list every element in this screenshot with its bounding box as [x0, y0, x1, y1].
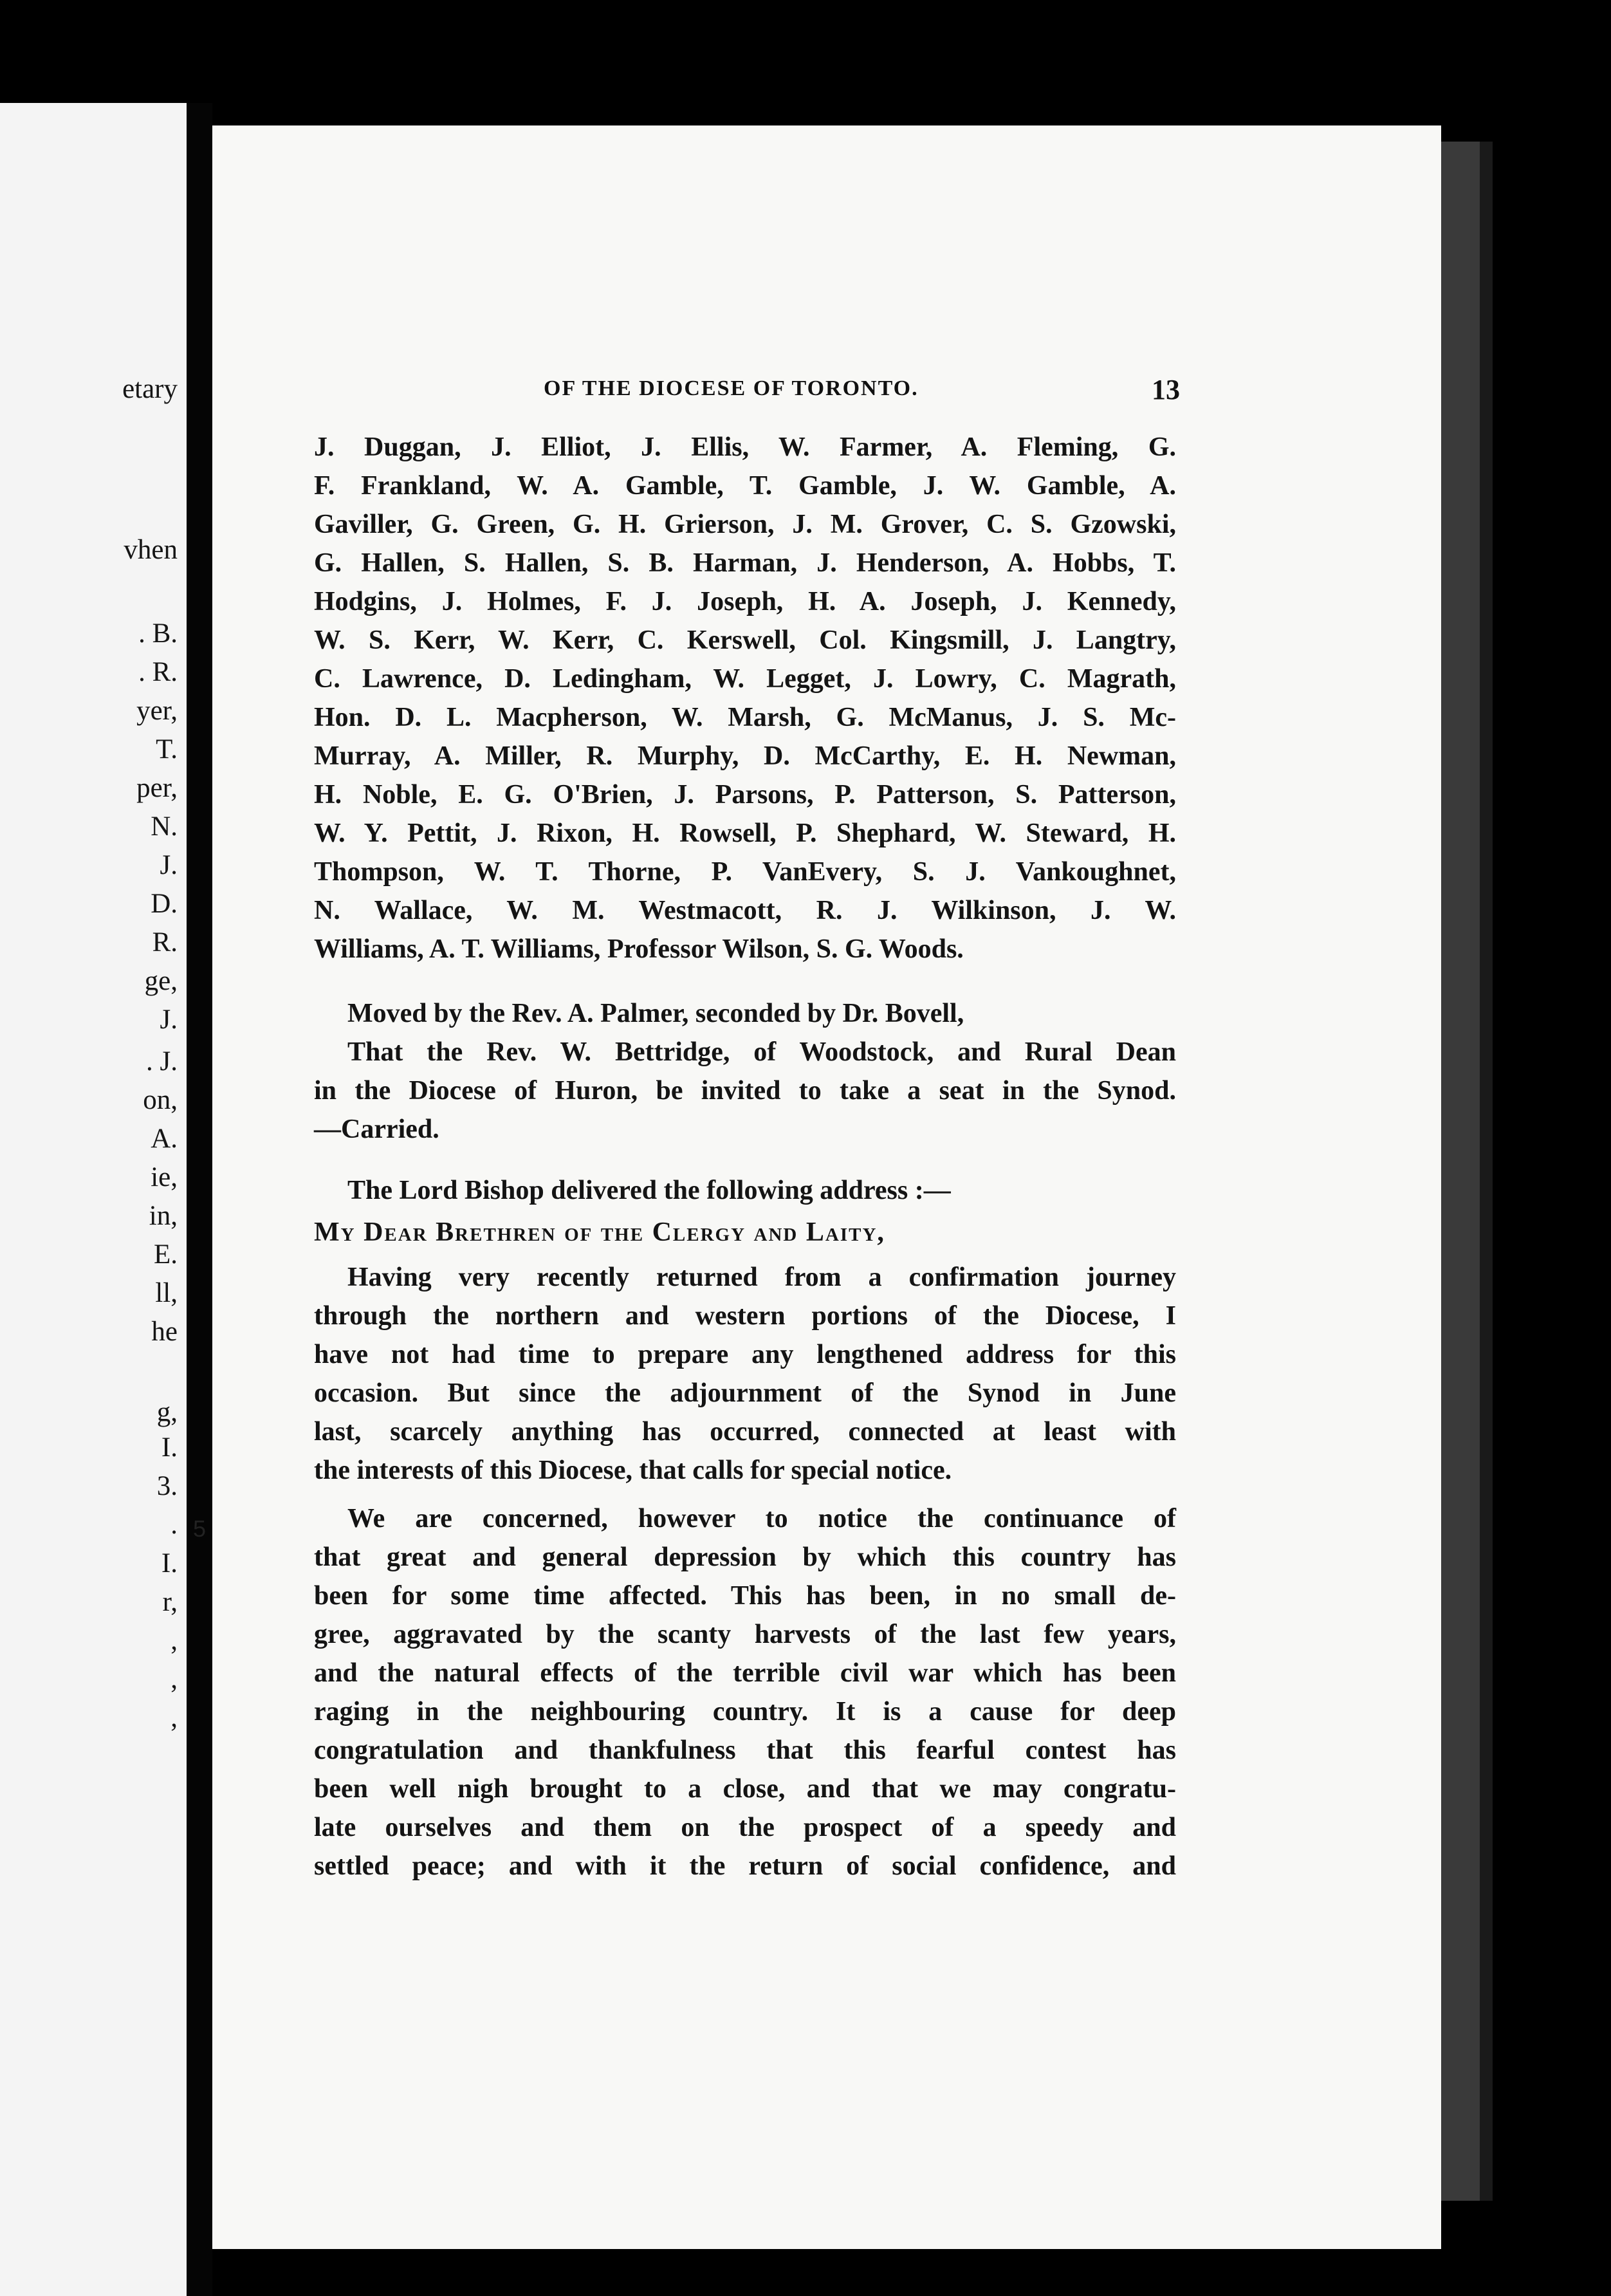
paragraph-line: raging in the neighbouring country. It is a cause for deep [314, 1697, 1176, 1727]
paragraph-2 [314, 1499, 1176, 1885]
names-line: Hon. D. L. Macpherson, W. Marsh, G. McManus, J. S. Mc- [314, 703, 1176, 732]
left-page-fragment-text: per, [136, 773, 178, 803]
paragraph-line: last, scarcely anything has occurred, connected at least with [314, 1417, 1176, 1447]
left-page-fragment-text: in, [149, 1201, 178, 1231]
resolution-line: That the Rev. W. Bettridge, of Woodstock, and Rural Dean [347, 1037, 1176, 1067]
names-line: H. Noble, E. G. O'Brien, J. Parsons, P. Patterson, S. Patterson, [314, 780, 1176, 810]
motion-paragraph [314, 994, 1176, 1149]
salutation-line: My Dear Brethren of the Clergy and Laity, [314, 1217, 885, 1247]
left-page-fragment-text: ie, [151, 1162, 178, 1192]
left-page-fragment-text: . B. [138, 618, 178, 649]
names-line: F. Frankland, W. A. Gamble, T. Gamble, J. W. Gamble, A. [314, 471, 1176, 501]
left-page-fragment-text: on, [143, 1085, 178, 1115]
paragraph-line: late ourselves and them on the prospect of a speedy and [314, 1813, 1176, 1842]
names-line: Hodgins, J. Holmes, F. J. Joseph, H. A. Joseph, J. Kennedy, [314, 587, 1176, 616]
paragraph-line: Having very recently returned from a confirmation journey [347, 1263, 1176, 1292]
left-page-fragment-text: J. [160, 1004, 178, 1035]
left-page-fragment [0, 103, 187, 2296]
left-page-fragment-text: , [170, 1664, 178, 1694]
left-page-fragment-text: I. [161, 1548, 178, 1578]
paragraph-line: been well nigh brought to a close, and that we may congratu- [314, 1774, 1176, 1804]
page-edge-dark [1480, 142, 1493, 2201]
left-page-fragment-text: R. [152, 927, 178, 958]
left-page-fragment-text: g, [156, 1397, 178, 1427]
resolution-line: in the Diocese of Huron, be invited to take a seat in the Synod. [314, 1076, 1176, 1106]
paragraph-line: that great and general depression by which this country has [314, 1542, 1176, 1572]
left-page-fragment-text: N. [151, 811, 178, 842]
motion-line: Moved by the Rev. A. Palmer, seconded by Dr. Bovell, [347, 999, 964, 1028]
left-page-fragment-text: ge, [144, 966, 178, 996]
names-line: Murray, A. Miller, R. Murphy, D. McCarthy, E. H. Newman, [314, 741, 1176, 771]
names-line: G. Hallen, S. Hallen, S. B. Harman, J. Henderson, A. Hobbs, T. [314, 548, 1176, 578]
left-page-fragment-text: J. [160, 850, 178, 880]
paragraph-line: settled peace; and with it the return of social confidence, and [314, 1851, 1176, 1881]
left-page-fragment-text: yer, [136, 696, 178, 726]
left-page-fragment-text: T. [156, 734, 178, 764]
paragraph-line: occasion. But since the adjournment of the Synod in June [314, 1378, 1176, 1408]
left-page-fragment-text: r, [162, 1587, 178, 1617]
salutation [314, 1213, 1176, 1252]
left-page-fragment-text: I. [161, 1432, 178, 1463]
left-page-fragment-text: D. [151, 889, 178, 919]
left-page-fragment-text: vhen [124, 535, 178, 565]
names-line: W. Y. Pettit, J. Rixon, H. Rowsell, P. Shephard, W. Steward, H. [314, 819, 1176, 848]
left-page-fragment-text: etary [122, 374, 178, 404]
paragraph-line: and the natural effects of the terrible civil war which has been [314, 1658, 1176, 1688]
margin-mark: 5 [193, 1515, 207, 1542]
page-edge-shadow [1441, 142, 1480, 2201]
page-number: 13 [1152, 374, 1180, 405]
paragraph-line: gree, aggravated by the scanty harvests of the last few years, [314, 1620, 1176, 1649]
names-line: Thompson, W. T. Thorne, P. VanEvery, S. J. Vankoughnet, [314, 857, 1176, 887]
left-page-fragment-text: A. [151, 1124, 178, 1154]
names-line: C. Lawrence, D. Ledingham, W. Legget, J. Lowry, C. Magrath, [314, 664, 1176, 694]
names-line: N. Wallace, W. M. Westmacott, R. J. Wilkinson, J. W. [314, 896, 1176, 925]
paragraph-1 [314, 1258, 1176, 1490]
address-intro [314, 1171, 1176, 1210]
paragraph-line: We are concerned, however to notice the continuance of [347, 1504, 1176, 1533]
attendee-names-list [314, 428, 1176, 968]
paragraph-line: the interests of this Diocese, that calls for special notice. [314, 1456, 952, 1485]
paragraph-line: congratulation and thankfulness that this fearful contest has [314, 1736, 1176, 1765]
paragraph-line: been for some time affected. This has been, in no small de- [314, 1581, 1176, 1611]
names-line: W. S. Kerr, W. Kerr, C. Kerswell, Col. Kingsmill, J. Langtry, [314, 625, 1176, 655]
names-line: J. Duggan, J. Elliot, J. Ellis, W. Farmer, A. Fleming, G. [314, 432, 1176, 462]
left-page-fragment-text: E. [153, 1239, 178, 1270]
paragraph-line: have not had time to prepare any lengthened address for this [314, 1340, 1176, 1369]
left-page-fragment-text: . [170, 1510, 178, 1540]
left-page-fragment-text: , [170, 1625, 178, 1656]
names-line: Williams, A. T. Williams, Professor Wilson, S. G. Woods. [314, 934, 964, 964]
left-page-fragment-text: , [170, 1703, 178, 1733]
left-page-fragment-text: . J. [146, 1046, 178, 1077]
paragraph-line: through the northern and western portions of the Diocese, I [314, 1301, 1176, 1331]
left-page-fragment-text: ll, [155, 1278, 178, 1308]
running-head: OF THE DIOCESE OF TORONTO. [544, 376, 919, 400]
resolution-line: —Carried. [314, 1115, 439, 1144]
address-intro-line: The Lord Bishop delivered the following address :— [347, 1176, 951, 1205]
left-page-fragment-text: 3. [156, 1471, 178, 1501]
book-gutter [187, 103, 212, 2296]
left-page-fragment-text: . R. [138, 657, 178, 687]
left-page-fragment-text: he [151, 1317, 178, 1347]
names-line: Gaviller, G. Green, G. H. Grierson, J. M. Grover, C. S. Gzowski, [314, 510, 1176, 539]
